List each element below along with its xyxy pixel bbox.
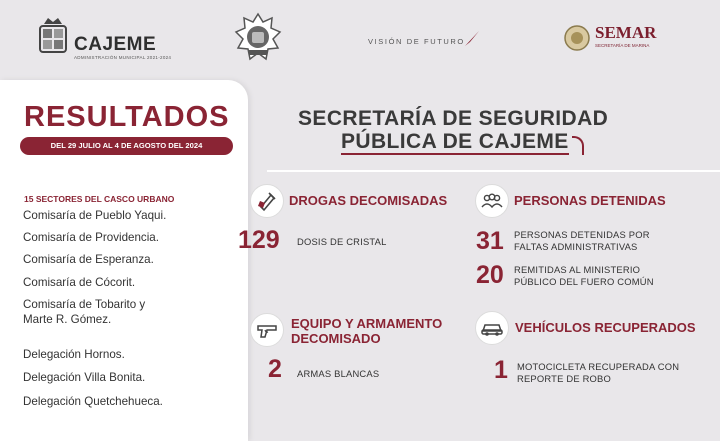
semar-seal-icon: [563, 24, 591, 52]
page-title-line1: SECRETARÍA DE SEGURIDAD: [298, 107, 609, 130]
detainees-mp-label: [514, 264, 654, 287]
cajeme-logo-text: CAJEME: [74, 34, 157, 55]
list-item: Marte R. Gómez.: [23, 313, 112, 326]
results-card: [0, 80, 248, 441]
results-title: RESULTADOS: [24, 101, 230, 133]
page-title-line2: PÚBLICA DE CAJEME: [341, 130, 569, 153]
drugs-count: 129: [238, 226, 280, 254]
list-item: Comisaría de Tobarito y: [23, 298, 146, 311]
vehicles-count: 1: [494, 356, 508, 384]
list-item: Delegación Quetchehueca.: [23, 395, 163, 408]
weapons-title-line2: DECOMISADO: [291, 331, 381, 346]
detainees-admin-label-line2: FALTAS ADMINISTRATIVAS: [514, 240, 638, 252]
pistol-icon: [250, 313, 284, 347]
weapons-section-title: [291, 316, 442, 346]
sectors-heading: 15 SECTORES DEL CASCO URBANO: [24, 194, 175, 204]
panel-divider: [267, 170, 720, 172]
car-icon: [475, 311, 509, 345]
semar-logo-text: SEMAR: [595, 23, 657, 42]
detainees-mp-count: 20: [476, 261, 504, 289]
semar-logo: [563, 22, 683, 52]
list-item: Comisaría de Cócorit.: [23, 276, 136, 289]
list-item: Comisaría de Providencia.: [23, 231, 159, 244]
cajeme-logo-subtext: ADMINISTRACIÓN MUNICIPAL 2021-2024: [74, 55, 172, 60]
date-range-badge: DEL 29 JULIO AL 4 DE AGOSTO DEL 2024: [20, 137, 233, 155]
detainees-section-title: PERSONAS DETENIDAS: [514, 193, 666, 208]
weapons-title-line1: EQUIPO Y ARMAMENTO: [291, 316, 443, 331]
cajeme-shield-icon: [38, 16, 68, 54]
detainees-mp-label-line1: REMITIDAS AL MINISTERIO: [514, 264, 641, 275]
weapons-label: ARMAS BLANCAS: [297, 368, 380, 379]
list-item: Delegación Hornos.: [23, 348, 125, 361]
vehicles-section-title: VEHÍCULOS RECUPERADOS: [515, 320, 696, 335]
vehicles-label-line1: MOTOCICLETA RECUPERADA CON: [517, 361, 680, 372]
drugs-section-title: DROGAS DECOMISADAS: [289, 193, 448, 208]
semar-logo-subtext: SECRETARÍA DE MARINA: [595, 43, 650, 48]
detainees-admin-label-line1: PERSONAS DETENIDAS POR: [514, 229, 650, 240]
list-item: Comisaría de Pueblo Yaqui.: [23, 209, 167, 222]
weapons-count: 2: [268, 355, 282, 383]
list-item: Delegación Villa Bonita.: [23, 371, 146, 384]
cajeme-logo: [38, 14, 172, 62]
detainees-mp-label-line2: PÚBLICO DEL FUERO COMÚN: [514, 275, 654, 287]
vision-de-futuro-logo: [368, 30, 480, 50]
vision-logo-text: VISIÓN DE FUTURO: [368, 37, 465, 46]
people-icon: [475, 184, 509, 218]
police-badge-icon: [234, 12, 282, 62]
list-item: Comisaría de Esperanza.: [23, 253, 154, 266]
detainees-admin-label: [514, 229, 650, 252]
drugs-label: DOSIS DE CRISTAL: [297, 236, 387, 247]
detainees-admin-count: 31: [476, 227, 504, 255]
vehicles-label-line2: REPORTE DE ROBO: [517, 372, 611, 384]
seized-drugs-icon: [250, 184, 284, 218]
vehicles-label: [517, 361, 679, 384]
vision-swoosh-icon: [464, 30, 480, 48]
